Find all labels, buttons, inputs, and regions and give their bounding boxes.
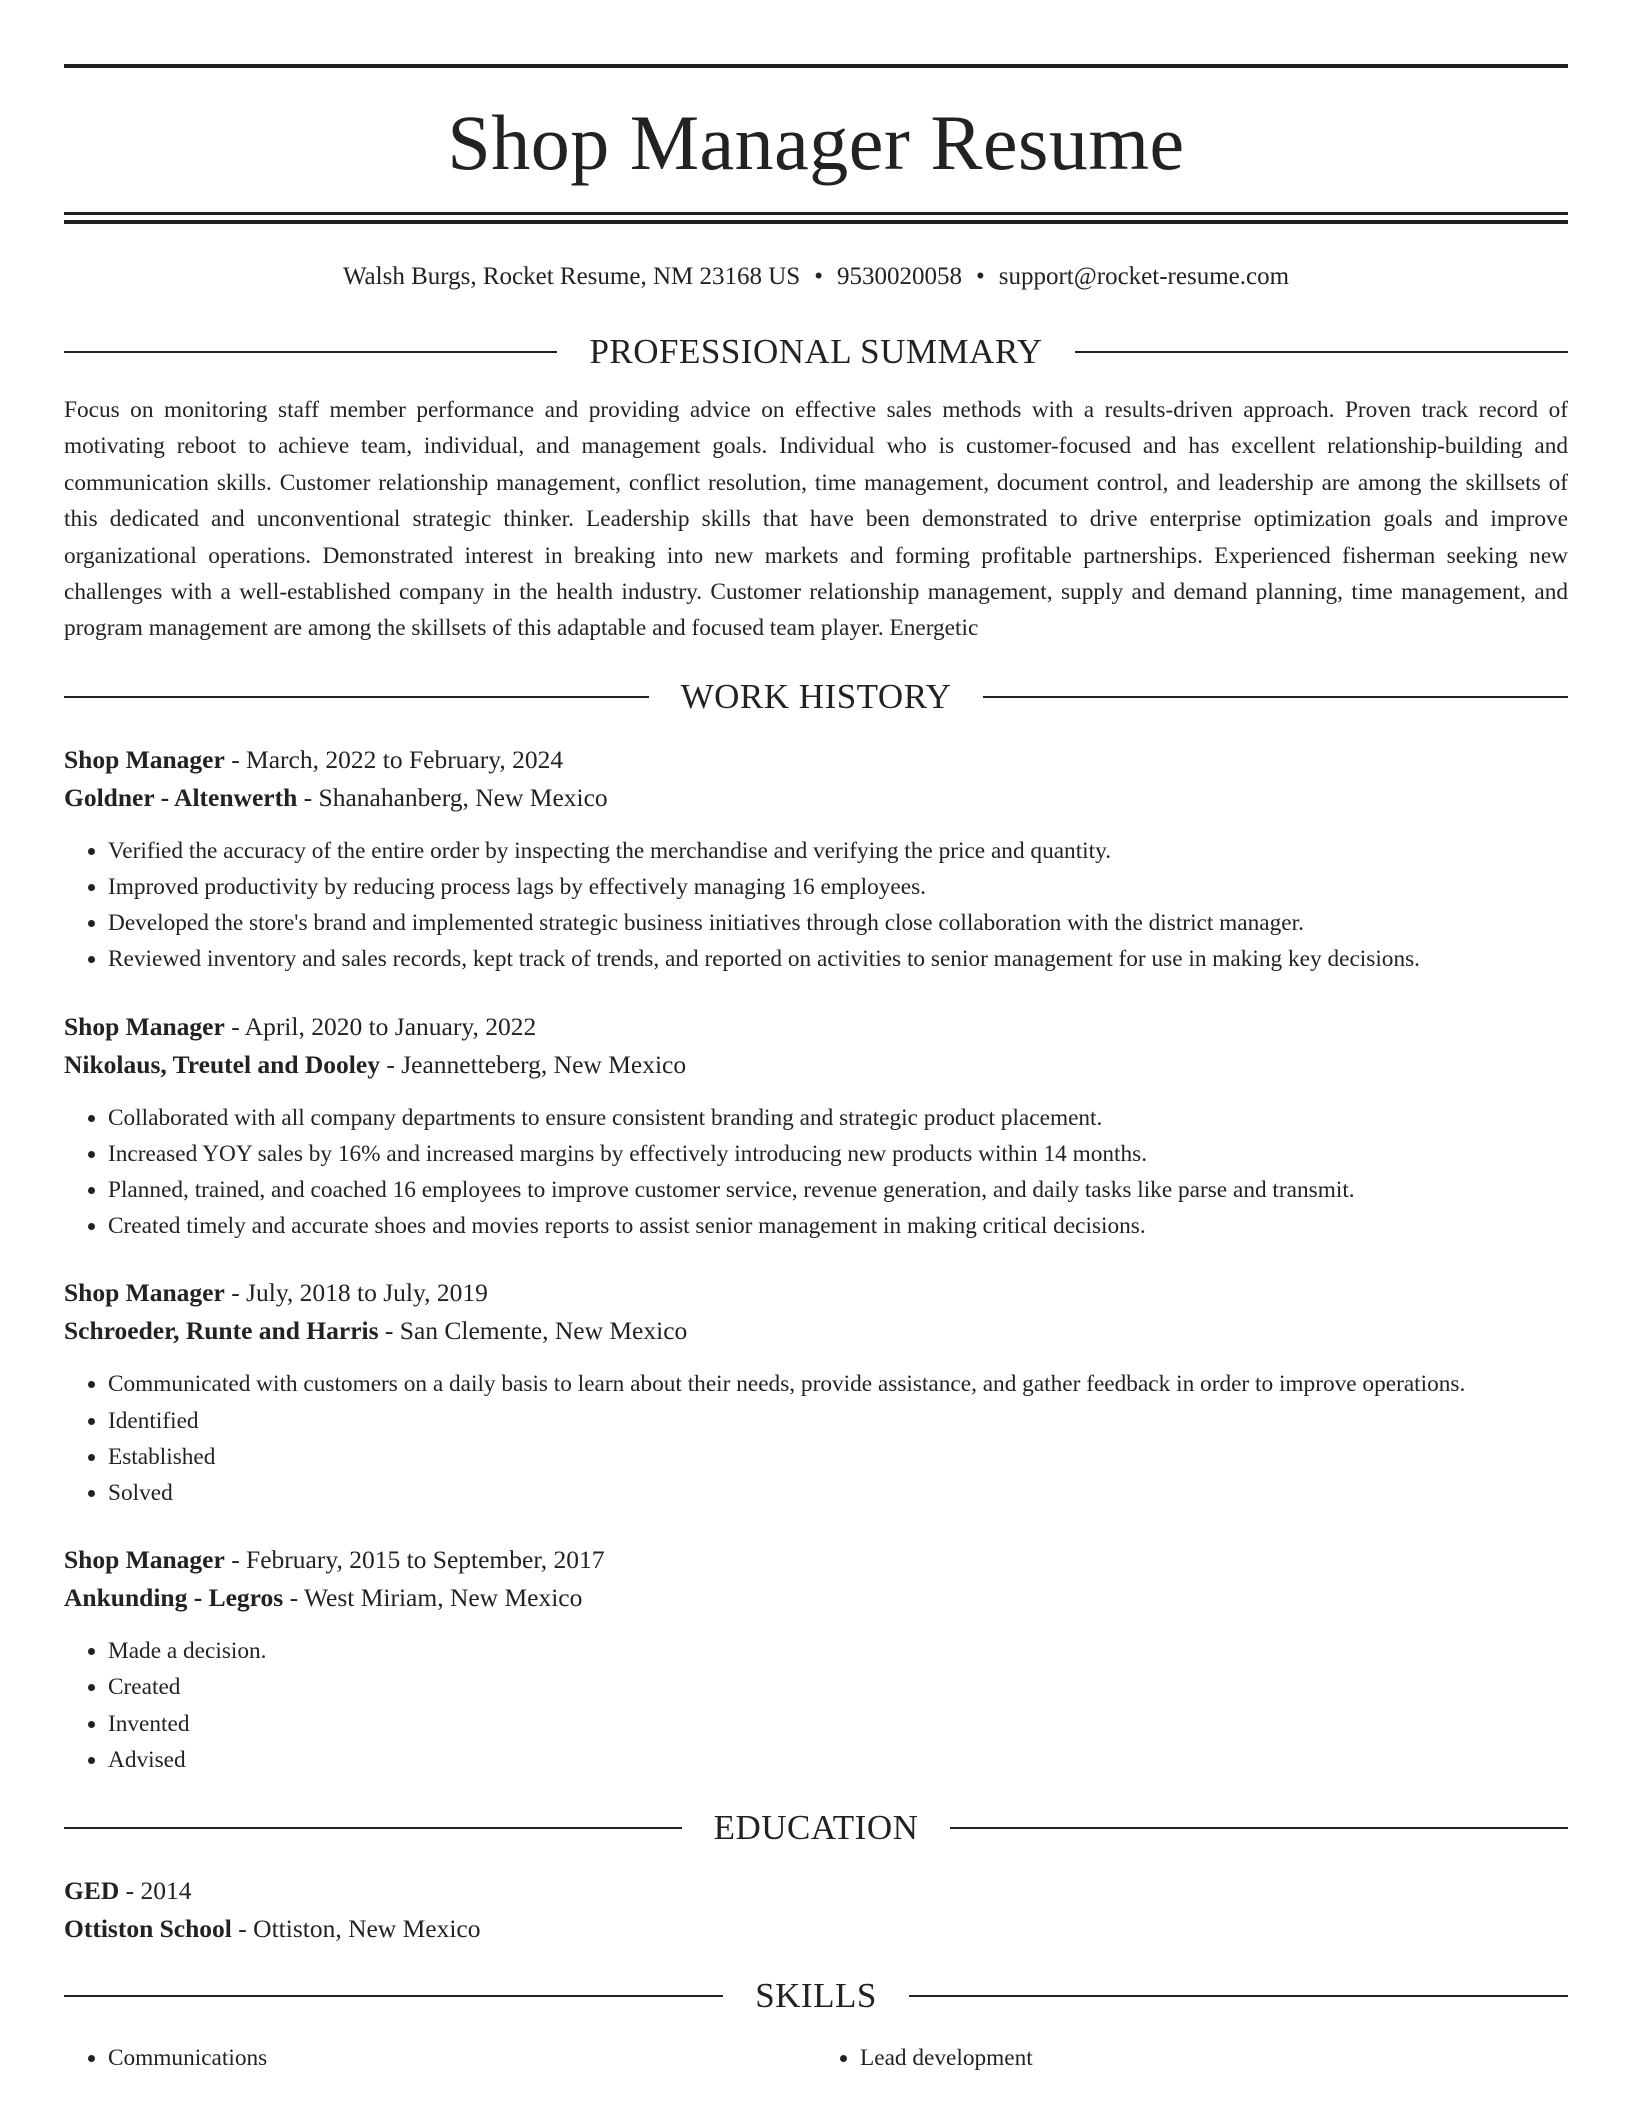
job-bullet: • Improved productivity by reducing process lags by effectively managing 16 employees. [108, 869, 1568, 905]
skills-list [64, 2040, 1568, 2076]
job-company-line [64, 1312, 1568, 1350]
skill-item: • Communications [108, 2040, 816, 2076]
job-dates: - February, 2015 to September, 2017 [224, 1545, 605, 1575]
job-bullet: • Established [108, 1439, 1568, 1475]
job-entry [64, 1541, 1568, 1778]
job-bullet: • Verified the accuracy of the entire order by inspecting the merchandise and verifying the price and quantity. [108, 833, 1568, 869]
job-bullet: • Created timely and accurate shoes and movies reports to assist senior management in making critical decisions. [108, 1208, 1568, 1244]
education-location: - Ottiston, New Mexico [231, 1914, 481, 1944]
heading-rule-right [1075, 351, 1568, 353]
summary-heading-label: PROFESSIONAL SUMMARY [589, 332, 1043, 371]
skills-heading-label: SKILLS [755, 1976, 877, 2016]
contact-separator: • [975, 263, 985, 290]
job-entry [64, 1274, 1568, 1511]
job-bullet: • Identified [108, 1403, 1568, 1439]
job-title-line [64, 1541, 1568, 1579]
contact-separator: • [814, 263, 823, 290]
job-dates: - July, 2018 to July, 2019 [224, 1278, 488, 1308]
job-bullet-list [64, 833, 1568, 978]
job-company-line [64, 1046, 1568, 1084]
job-location: - Jeannetteberg, New Mexico [379, 1049, 687, 1079]
job-title: Shop Manager [64, 744, 225, 774]
resume-title: Shop Manager Resume [447, 99, 1185, 186]
job-bullet-list [64, 1100, 1568, 1245]
job-title-line [64, 1008, 1568, 1046]
professional-summary-text: Focus on monitoring staff member performance and providing advice on effective sales methods with a results-driven approach. Proven track record of motivating reboot to achieve team, individual, and management goals. Individual who is customer-focused and has excellent relationship-building and communication skills. Customer relationship management, conflict resolution, time management, document control, and leadership are among the skillsets of this dedicated and unconventional strategic thinker. Leadership skills that have been demonstrated to drive enterprise optimization goals and improve organizational operations. Demonstrated interest in breaking into new markets and forming profitable partnerships. Experienced fisherman seeking new challenges with a well-established company in the health industry. Customer relationship management, supply and demand planning, time management, and program management are among the skillsets of this adaptable and focused team player. Energetic [64, 397, 1568, 642]
skills-column-left [64, 2040, 816, 2076]
job-bullet: • Developed the store's brand and implemented strategic business initiatives through close collaboration with the district manager. [108, 905, 1568, 941]
education-section-heading [64, 1808, 1568, 1848]
job-dates: - March, 2022 to February, 2024 [224, 744, 564, 774]
work-heading-label: WORK HISTORY [680, 676, 952, 716]
contact-phone: 9530020058 [836, 263, 962, 290]
job-company: Nikolaus, Treutel and Dooley [64, 1049, 380, 1079]
education-school: Ottiston School [64, 1914, 232, 1944]
education-school-line [64, 1910, 1568, 1948]
title-double-rule [64, 212, 1568, 224]
job-company-line [64, 779, 1568, 817]
education-heading-label: EDUCATION [713, 1808, 919, 1848]
job-title: Shop Manager [64, 1011, 225, 1041]
job-entry [64, 1008, 1568, 1245]
job-bullet: • Reviewed inventory and sales records, kept track of trends, and reported on activities to senior management for use in making key decisions. [108, 941, 1568, 977]
job-bullet-list [64, 1633, 1568, 1778]
job-company: Schroeder, Runte and Harris [64, 1316, 379, 1346]
resume-page [64, 64, 1568, 2076]
skills-section-heading [64, 1976, 1568, 2016]
heading-rule-right [950, 1827, 1568, 1829]
job-title-line [64, 741, 1568, 779]
contact-address: Walsh Burgs, Rocket Resume, NM 23168 US [342, 263, 801, 290]
job-bullet: • Collaborated with all company departments to ensure consistent branding and strategic product placement. [108, 1100, 1568, 1136]
heading-rule-left [64, 696, 649, 698]
job-bullet: • Advised [108, 1742, 1568, 1778]
education-entry [64, 1872, 1568, 1948]
heading-rule-left [64, 1827, 682, 1829]
job-bullet: • Created [108, 1669, 1568, 1705]
job-company: Goldner - Altenwerth [64, 782, 298, 812]
job-bullet: • Planned, trained, and coached 16 employees to improve customer service, revenue generation, and daily tasks like parse and transmit. [108, 1172, 1568, 1208]
contact-line [64, 262, 1568, 292]
job-bullet-list [64, 1366, 1568, 1511]
top-rule [64, 64, 1568, 68]
job-title-line [64, 1274, 1568, 1312]
job-bullet: • Increased YOY sales by 16% and increased margins by effectively introducing new products within 14 months. [108, 1136, 1568, 1172]
summary-section-heading [64, 332, 1568, 372]
job-bullet: • Solved [108, 1475, 1568, 1511]
job-bullet: • Communicated with customers on a daily basis to learn about their needs, provide assistance, and gather feedback in order to improve operations. [108, 1366, 1568, 1402]
job-dates: - April, 2020 to January, 2022 [224, 1011, 537, 1041]
job-location: - San Clemente, New Mexico [378, 1316, 688, 1346]
job-title: Shop Manager [64, 1278, 225, 1308]
education-year: - 2014 [119, 1876, 192, 1906]
heading-rule-right [983, 696, 1568, 698]
education-degree: GED [64, 1876, 120, 1906]
work-history-list [64, 741, 1568, 1778]
job-location: - West Miriam, New Mexico [283, 1583, 583, 1613]
job-bullet: • Made a decision. [108, 1633, 1568, 1669]
job-location: - Shanahanberg, New Mexico [297, 782, 608, 812]
education-degree-line [64, 1872, 1568, 1910]
heading-rule-right [909, 1995, 1568, 1997]
heading-rule-left [64, 351, 557, 353]
job-company: Ankunding - Legros [64, 1583, 284, 1613]
job-entry [64, 741, 1568, 978]
skill-item: • Lead development [860, 2040, 1568, 2076]
job-bullet: • Invented [108, 1706, 1568, 1742]
heading-rule-left [64, 1995, 723, 1997]
work-section-heading [64, 677, 1568, 717]
contact-email: support@rocket-resume.com [998, 263, 1290, 290]
skills-column-right [816, 2040, 1568, 2076]
job-company-line [64, 1579, 1568, 1617]
job-title: Shop Manager [64, 1545, 225, 1575]
